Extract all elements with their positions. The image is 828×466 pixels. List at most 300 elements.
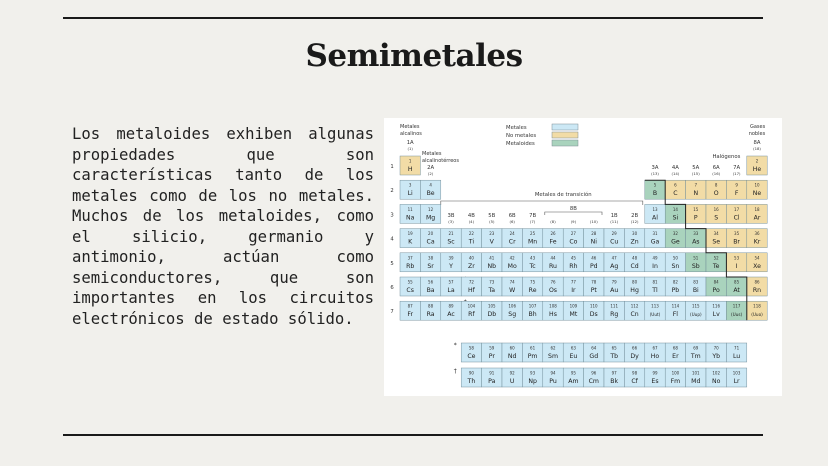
element-cell-n bbox=[686, 180, 706, 199]
element-symbol: Bi bbox=[692, 287, 699, 294]
element-cell-uut bbox=[645, 301, 665, 320]
element-cell-na bbox=[400, 204, 420, 223]
element-symbol: Ir bbox=[571, 287, 576, 294]
element-symbol: Cl bbox=[733, 214, 740, 222]
element-cell-p bbox=[686, 204, 706, 223]
element-symbol: Ge bbox=[671, 238, 680, 246]
element-cell-re bbox=[522, 277, 542, 296]
element-symbol: Md bbox=[691, 378, 701, 385]
period-label-4: 4 bbox=[390, 236, 394, 243]
atomic-number: 36 bbox=[754, 231, 760, 237]
element-symbol: Rg bbox=[610, 311, 619, 319]
element-symbol: Gd bbox=[589, 353, 599, 360]
atomic-number: 74 bbox=[509, 279, 515, 285]
element-cell-rh bbox=[563, 253, 583, 272]
element-symbol: (Uut) bbox=[649, 312, 661, 318]
atomic-number: 94 bbox=[550, 370, 556, 376]
alkaline-label-2: alcalinotérreos bbox=[422, 158, 459, 164]
atomic-number: 46 bbox=[591, 255, 597, 261]
element-symbol: Lv bbox=[712, 311, 720, 319]
noble-label-1: Gases bbox=[749, 124, 766, 130]
element-cell-sm bbox=[543, 343, 563, 362]
element-cell-rg bbox=[604, 301, 624, 320]
atomic-number: 63 bbox=[570, 345, 576, 351]
element-cell-lr bbox=[726, 368, 746, 387]
element-cell-ir bbox=[563, 277, 583, 296]
period-label-6: 6 bbox=[390, 285, 394, 291]
element-symbol: Cn bbox=[630, 311, 639, 319]
element-symbol: Rn bbox=[752, 287, 762, 294]
element-cell-ds bbox=[584, 301, 604, 320]
atomic-number: 93 bbox=[530, 370, 536, 376]
atomic-number: 103 bbox=[732, 370, 741, 376]
group-num-3: (3) bbox=[448, 219, 454, 224]
element-symbol: F bbox=[734, 190, 739, 198]
element-symbol: La bbox=[447, 287, 455, 294]
element-cell-cs bbox=[400, 277, 420, 296]
element-symbol: Ce bbox=[467, 353, 476, 360]
group-num-9: (9) bbox=[570, 219, 577, 224]
element-symbol: Po bbox=[712, 287, 720, 294]
element-cell-ne bbox=[747, 180, 767, 199]
group-1-label: 1A bbox=[406, 140, 414, 146]
element-cell-tm bbox=[686, 343, 706, 362]
element-cell-tb bbox=[604, 343, 624, 362]
element-symbol: Er bbox=[672, 353, 679, 360]
body-paragraph: Los metaloides exhiben algunas propiedades que son características tanto de los metales como de los no metales. Muchos de los metaloides, como el silicio, germanio y antimonio, actúan como semiconductores, que son importantes en los circuitos electrónicos de estado sólido. bbox=[72, 125, 374, 328]
atomic-number: 57 bbox=[448, 279, 454, 285]
atomic-number: 118 bbox=[753, 303, 761, 309]
atomic-number: 79 bbox=[611, 279, 617, 285]
period-label-1: 1 bbox=[390, 164, 394, 170]
element-symbol: Sm bbox=[548, 353, 558, 360]
atomic-number: 18 bbox=[754, 206, 760, 212]
element-cell-th bbox=[461, 368, 481, 387]
element-cell-nd bbox=[502, 343, 522, 362]
atomic-number: 80 bbox=[632, 279, 638, 285]
atomic-number: 24 bbox=[509, 231, 515, 237]
group-header-14: 4A bbox=[671, 165, 679, 171]
atomic-number: 69 bbox=[693, 345, 699, 351]
element-cell-s bbox=[706, 204, 726, 223]
atomic-number: 20 bbox=[428, 231, 434, 237]
group-num-16: (16) bbox=[712, 171, 721, 176]
element-cell-uup bbox=[686, 301, 706, 320]
element-cell-b bbox=[645, 180, 665, 199]
alkali-label-1: Metales bbox=[400, 124, 420, 130]
atomic-number: 102 bbox=[712, 370, 721, 376]
atomic-number: 28 bbox=[591, 231, 597, 237]
element-cell-hf bbox=[461, 277, 481, 296]
atomic-number: 65 bbox=[611, 345, 617, 351]
atomic-number: 39 bbox=[448, 255, 454, 261]
atomic-number: 15 bbox=[693, 206, 699, 212]
element-symbol: Cs bbox=[406, 287, 414, 294]
group-num-4: (4) bbox=[468, 219, 475, 224]
element-symbol: Bk bbox=[610, 378, 619, 385]
atomic-number: 97 bbox=[611, 370, 617, 376]
atomic-number: 99 bbox=[652, 370, 658, 376]
top-rule bbox=[63, 17, 763, 19]
atomic-number: 106 bbox=[508, 303, 517, 309]
atomic-number: 114 bbox=[671, 303, 680, 309]
element-symbol: Ra bbox=[426, 311, 435, 319]
element-cell-pb bbox=[665, 277, 685, 296]
atomic-number: 54 bbox=[754, 255, 760, 261]
atomic-number: 37 bbox=[407, 255, 413, 261]
element-cell-fe bbox=[543, 229, 563, 248]
element-symbol: Sg bbox=[508, 311, 517, 319]
element-symbol: Ar bbox=[753, 214, 761, 222]
atomic-number: 72 bbox=[468, 279, 474, 285]
element-cell-ca bbox=[420, 229, 440, 248]
atomic-number: 60 bbox=[509, 345, 515, 351]
atomic-number: 26 bbox=[550, 231, 556, 237]
element-symbol: Db bbox=[487, 311, 497, 319]
group-header-4: 4B bbox=[467, 213, 475, 219]
element-symbol: Hs bbox=[549, 311, 557, 319]
element-cell-db bbox=[482, 301, 502, 320]
element-symbol: Br bbox=[733, 238, 740, 246]
atomic-number: 4 bbox=[429, 182, 432, 188]
periodic-table-image bbox=[384, 118, 782, 396]
atomic-number: 64 bbox=[591, 345, 597, 351]
element-symbol: Mn bbox=[527, 238, 538, 246]
element-cell-ru bbox=[543, 253, 563, 272]
atomic-number: 14 bbox=[672, 206, 678, 212]
atomic-number: 82 bbox=[672, 279, 678, 285]
element-symbol: Fr bbox=[407, 311, 414, 319]
element-cell-cl bbox=[726, 204, 746, 223]
atomic-number: 75 bbox=[530, 279, 536, 285]
element-symbol: Rh bbox=[569, 262, 578, 270]
atomic-number: 95 bbox=[570, 370, 576, 376]
legend-swatch-nonmetals bbox=[552, 132, 578, 138]
period-label-3: 3 bbox=[390, 212, 394, 219]
atomic-number: 7 bbox=[694, 182, 698, 188]
element-cell-pr bbox=[482, 343, 502, 362]
atomic-number: 56 bbox=[428, 279, 434, 285]
group-header-12: 2B bbox=[631, 213, 639, 219]
atomic-number: 101 bbox=[691, 370, 700, 376]
actinide-row-marker: † bbox=[453, 368, 457, 375]
atomic-number: 70 bbox=[713, 345, 719, 351]
atomic-number: 22 bbox=[468, 231, 474, 237]
atomic-number: 10 bbox=[754, 182, 760, 188]
element-cell-kr bbox=[747, 229, 767, 248]
element-symbol: Ag bbox=[610, 262, 619, 270]
element-symbol: Fl bbox=[672, 311, 679, 319]
atomic-number: 48 bbox=[632, 255, 638, 261]
halogens-label: Halógenos bbox=[712, 154, 741, 160]
legend-label-metalloids: Metaloides bbox=[506, 141, 535, 147]
group-header-6: 6B bbox=[508, 213, 516, 219]
atomic-number: 66 bbox=[632, 345, 638, 351]
element-cell-pu bbox=[543, 368, 563, 387]
element-symbol: S bbox=[714, 214, 719, 222]
period-label-7: 7 bbox=[390, 309, 394, 316]
atomic-number: 58 bbox=[468, 345, 474, 351]
atomic-number: 86 bbox=[754, 279, 760, 285]
element-symbol: O bbox=[713, 190, 719, 198]
element-symbol: Cu bbox=[610, 238, 619, 246]
element-cell-li bbox=[400, 180, 420, 199]
atomic-number: 61 bbox=[530, 345, 536, 351]
atomic-number: 115 bbox=[691, 303, 700, 309]
element-cell-tc bbox=[522, 253, 542, 272]
element-symbol: Al bbox=[652, 214, 658, 222]
atomic-number: 110 bbox=[589, 303, 598, 309]
atomic-number: 92 bbox=[509, 370, 515, 376]
atomic-number: 71 bbox=[734, 345, 740, 351]
element-symbol: Sn bbox=[671, 262, 680, 270]
element-cell-pm bbox=[522, 343, 542, 362]
atomic-number: 68 bbox=[672, 345, 678, 351]
atomic-number: 85 bbox=[734, 279, 740, 285]
element-symbol: Pr bbox=[488, 353, 495, 360]
element-symbol: V bbox=[489, 238, 494, 246]
atomic-number: 34 bbox=[713, 231, 719, 237]
element-cell-si bbox=[665, 204, 685, 223]
element-cell-au bbox=[604, 277, 624, 296]
atomic-number: 29 bbox=[611, 231, 617, 237]
group-header-17: 7A bbox=[733, 165, 741, 171]
atomic-number: 112 bbox=[630, 303, 639, 309]
element-cell-ac bbox=[441, 301, 461, 320]
element-symbol: (Uuo) bbox=[751, 312, 763, 318]
element-symbol: Be bbox=[426, 190, 435, 198]
element-symbol: Sc bbox=[447, 238, 455, 246]
element-cell-he bbox=[747, 156, 767, 175]
element-cell-os bbox=[543, 277, 563, 296]
atomic-number: 108 bbox=[549, 303, 557, 309]
group-18-num: (18) bbox=[753, 146, 761, 151]
atomic-number: 3 bbox=[408, 182, 412, 188]
element-symbol: Ne bbox=[752, 190, 762, 198]
element-cell-mn bbox=[522, 229, 542, 248]
element-symbol: Es bbox=[651, 378, 659, 385]
atomic-number: 51 bbox=[693, 255, 699, 261]
element-symbol: Cd bbox=[630, 262, 639, 270]
atomic-number: 47 bbox=[611, 255, 617, 261]
element-symbol: Kr bbox=[753, 238, 761, 246]
atomic-number: 111 bbox=[610, 303, 619, 309]
element-symbol: No bbox=[711, 378, 721, 385]
element-symbol: In bbox=[652, 262, 658, 270]
atomic-number: 44 bbox=[550, 255, 556, 261]
atomic-number: 40 bbox=[468, 255, 474, 261]
atomic-number: 81 bbox=[652, 279, 658, 285]
atomic-number: 105 bbox=[487, 303, 496, 309]
element-symbol: At bbox=[733, 287, 740, 294]
element-cell-f bbox=[726, 180, 746, 199]
element-cell-h bbox=[400, 156, 420, 175]
element-symbol: H bbox=[407, 166, 413, 173]
atomic-number: 53 bbox=[734, 255, 740, 261]
element-symbol: Li bbox=[407, 190, 413, 198]
atomic-number: 109 bbox=[569, 303, 578, 309]
element-cell-br bbox=[726, 229, 746, 248]
atomic-number: 87 bbox=[407, 303, 413, 309]
element-cell-o bbox=[706, 180, 726, 199]
atomic-number: 55 bbox=[407, 279, 413, 285]
atomic-number: 1 bbox=[408, 158, 412, 164]
element-cell-lv bbox=[706, 301, 726, 320]
element-symbol: Te bbox=[712, 262, 720, 270]
element-symbol: Mg bbox=[425, 214, 436, 222]
element-cell-cf bbox=[624, 368, 644, 387]
element-cell-hg bbox=[624, 277, 644, 296]
atomic-number: 76 bbox=[550, 279, 556, 285]
element-cell-ni bbox=[584, 229, 604, 248]
atomic-number: 83 bbox=[693, 279, 699, 285]
element-cell-es bbox=[645, 368, 665, 387]
element-symbol: N bbox=[693, 190, 699, 198]
atomic-number: 116 bbox=[712, 303, 721, 309]
element-cell-bh bbox=[522, 301, 542, 320]
atomic-number: 13 bbox=[652, 206, 658, 212]
element-symbol: Ds bbox=[589, 311, 598, 319]
element-cell-mo bbox=[502, 253, 522, 272]
element-cell-as bbox=[686, 229, 706, 248]
atomic-number: 90 bbox=[468, 370, 474, 376]
element-cell-am bbox=[563, 368, 583, 387]
element-symbol: Fm bbox=[670, 378, 681, 385]
element-symbol: (Uus) bbox=[731, 312, 743, 318]
group-header-11: 1B bbox=[610, 213, 618, 219]
element-cell-lu bbox=[726, 343, 746, 362]
element-symbol: Pb bbox=[671, 287, 680, 294]
element-cell-ba bbox=[420, 277, 440, 296]
element-cell-se bbox=[706, 229, 726, 248]
atomic-number: 21 bbox=[448, 231, 454, 237]
element-symbol: Ca bbox=[426, 238, 435, 246]
element-symbol: Ho bbox=[650, 353, 660, 360]
element-cell-at bbox=[726, 277, 746, 296]
element-cell-uus bbox=[726, 301, 746, 320]
group-18-label: 8A bbox=[753, 140, 761, 146]
element-cell-eu bbox=[563, 343, 583, 362]
element-symbol: Lr bbox=[733, 378, 740, 385]
element-symbol: Nb bbox=[487, 262, 497, 270]
element-symbol: Tm bbox=[690, 353, 701, 360]
legend-label-nonmetals: No metales bbox=[506, 133, 537, 139]
atomic-number: 98 bbox=[632, 370, 638, 376]
element-symbol: Hg bbox=[630, 287, 639, 294]
element-cell-tl bbox=[645, 277, 665, 296]
atomic-number: 23 bbox=[489, 231, 495, 237]
atomic-number: 88 bbox=[428, 303, 434, 309]
element-symbol: W bbox=[509, 287, 516, 294]
legend-label-metals: Metales bbox=[506, 125, 527, 131]
atomic-number: 38 bbox=[428, 255, 434, 261]
element-symbol: Ac bbox=[447, 311, 455, 319]
periodic-table bbox=[384, 118, 782, 396]
element-cell-zr bbox=[461, 253, 481, 272]
atomic-number: 32 bbox=[672, 231, 678, 237]
atomic-number: 31 bbox=[652, 231, 658, 237]
atomic-number: 77 bbox=[570, 279, 576, 285]
atomic-number: 27 bbox=[570, 231, 576, 237]
element-cell-cu bbox=[604, 229, 624, 248]
group-num-10: (10) bbox=[589, 219, 598, 224]
element-cell-la bbox=[441, 277, 461, 296]
element-cell-gd bbox=[584, 343, 604, 362]
element-cell-fl bbox=[665, 301, 685, 320]
atomic-number: 19 bbox=[407, 231, 413, 237]
element-symbol: Cm bbox=[588, 378, 599, 385]
element-symbol: Eu bbox=[569, 353, 578, 360]
atomic-number: 91 bbox=[489, 370, 495, 376]
element-cell-v bbox=[482, 229, 502, 248]
element-symbol: He bbox=[752, 166, 762, 173]
element-cell-po bbox=[706, 277, 726, 296]
element-cell-cd bbox=[624, 253, 644, 272]
element-cell-no bbox=[706, 368, 726, 387]
group-num-6: (6) bbox=[509, 219, 515, 224]
noble-label-2: nobles bbox=[748, 131, 766, 137]
element-cell-hs bbox=[543, 301, 563, 320]
element-cell-sc bbox=[441, 229, 461, 248]
element-cell-al bbox=[645, 204, 665, 223]
element-cell-w bbox=[502, 277, 522, 296]
element-symbol: Sr bbox=[427, 262, 434, 270]
element-symbol: Ni bbox=[590, 238, 597, 246]
element-symbol: Pt bbox=[590, 287, 597, 294]
atomic-number: 78 bbox=[591, 279, 597, 285]
period-label-2: 2 bbox=[390, 188, 394, 195]
element-symbol: Cf bbox=[631, 378, 638, 385]
element-cell-er bbox=[665, 343, 685, 362]
group-num-7: (7) bbox=[529, 219, 536, 224]
element-cell-bk bbox=[604, 368, 624, 387]
element-symbol: U bbox=[509, 378, 515, 385]
element-symbol: Np bbox=[528, 378, 537, 385]
element-symbol: Ta bbox=[488, 287, 496, 294]
metalloid-staircase-line bbox=[645, 180, 747, 320]
atomic-number: 8 bbox=[714, 182, 718, 188]
element-symbol: P bbox=[693, 214, 698, 222]
group-num-17: (17) bbox=[732, 171, 741, 176]
element-symbol: Pd bbox=[589, 262, 598, 270]
element-symbol: Mo bbox=[507, 262, 517, 270]
element-cell-np bbox=[522, 368, 542, 387]
atomic-number: 117 bbox=[732, 303, 741, 309]
atomic-number: 59 bbox=[489, 345, 495, 351]
element-cell-ge bbox=[665, 229, 685, 248]
element-cell-nb bbox=[482, 253, 502, 272]
element-symbol: I bbox=[735, 262, 738, 270]
element-symbol: Os bbox=[548, 287, 558, 294]
element-symbol: Rf bbox=[468, 311, 475, 319]
element-cell-in bbox=[645, 253, 665, 272]
atomic-number: 113 bbox=[651, 303, 659, 309]
element-cell-co bbox=[563, 229, 583, 248]
element-cell-ta bbox=[482, 277, 502, 296]
element-cell-zn bbox=[624, 229, 644, 248]
element-cell-be bbox=[420, 180, 440, 199]
group-header-3: 3B bbox=[447, 213, 455, 219]
element-cell-sb bbox=[686, 253, 706, 272]
element-symbol: Mt bbox=[569, 311, 578, 319]
element-cell-ga bbox=[645, 229, 665, 248]
element-symbol: Bh bbox=[528, 311, 537, 319]
element-symbol: Re bbox=[528, 287, 537, 294]
element-symbol: Pa bbox=[488, 378, 496, 385]
group-2-num: (2) bbox=[427, 171, 434, 176]
element-symbol: Dy bbox=[630, 353, 639, 360]
element-cell-ra bbox=[420, 301, 440, 320]
